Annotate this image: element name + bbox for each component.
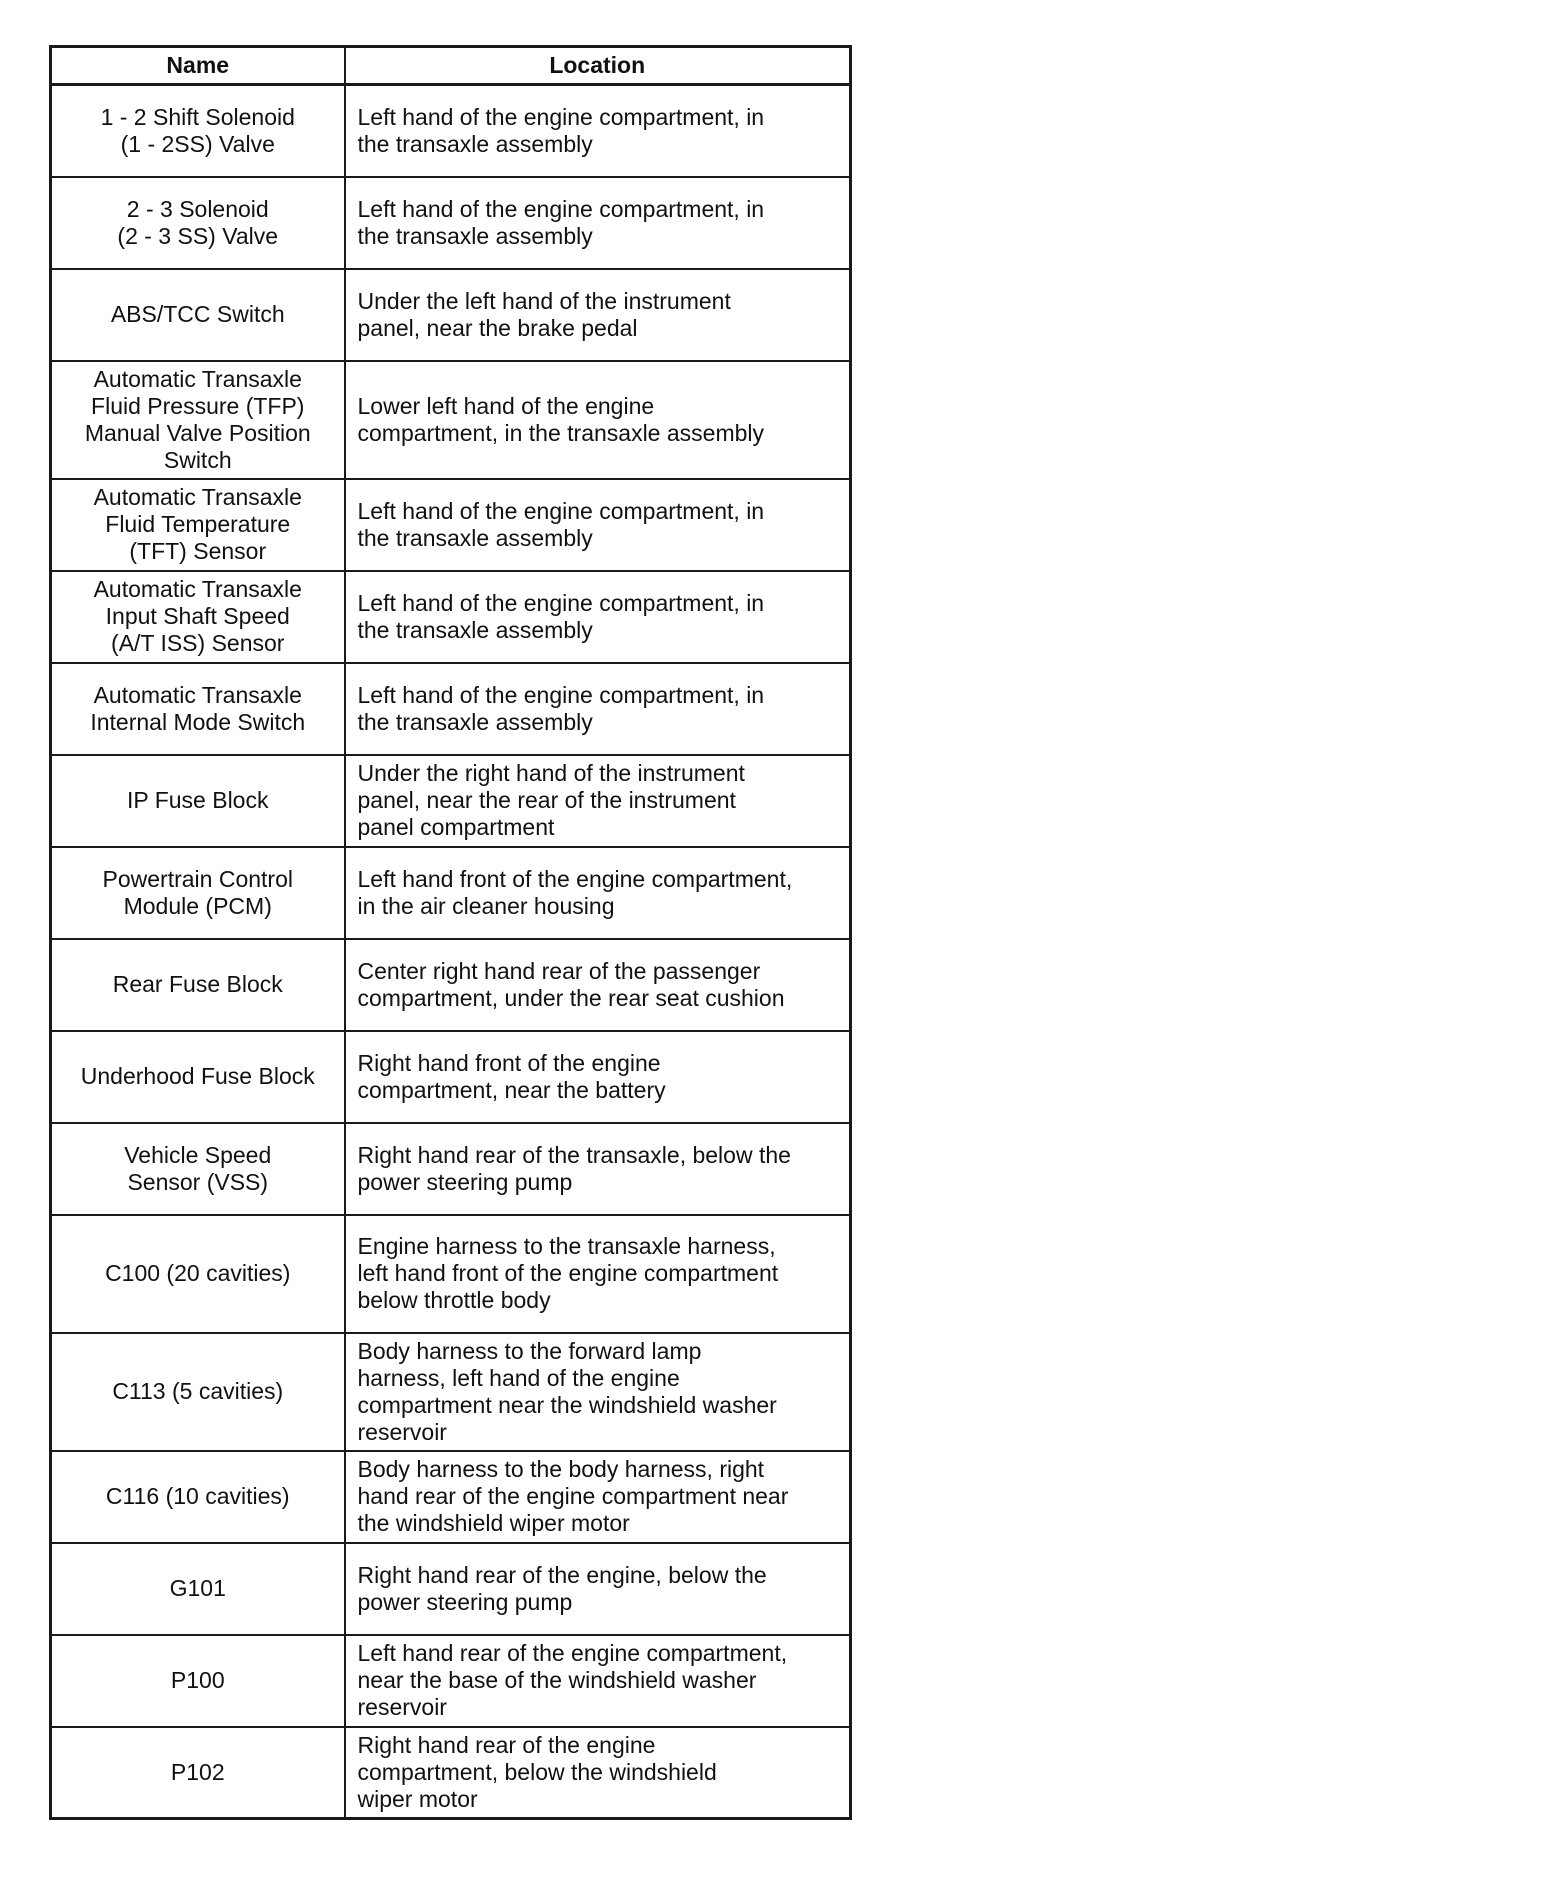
cell-location xyxy=(345,269,851,361)
component-location-table xyxy=(49,45,852,1820)
cell-location xyxy=(345,755,851,847)
table-row xyxy=(51,939,851,1031)
cell-name xyxy=(51,177,345,269)
name-text: ABS/TCC Switch xyxy=(110,301,285,327)
table-row xyxy=(51,1031,851,1123)
cell-name xyxy=(51,1333,345,1451)
cell-location xyxy=(345,1543,851,1635)
location-text: Lower left hand of the engine compartment, in the transaxle assembly xyxy=(357,392,765,446)
location-text: Right hand rear of the engine compartment, below the windshield wiper motor xyxy=(357,1731,717,1812)
location-text: Left hand rear of the engine compartment, near the base of the windshield washer reservoir xyxy=(357,1640,788,1720)
location-text: Right hand rear of the transaxle, below the power steering pump xyxy=(357,1141,791,1195)
name-text: P102 xyxy=(170,1758,225,1785)
location-text: Right hand front of the engine compartment, near the battery xyxy=(357,1049,666,1103)
name-text: Automatic Transaxle Fluid Pressure (TFP) Manual Valve Position Switch xyxy=(84,365,311,473)
cell-name xyxy=(51,1031,345,1123)
name-text: G101 xyxy=(169,1575,226,1601)
cell-location xyxy=(345,177,851,269)
table-row xyxy=(51,1333,851,1451)
cell-name xyxy=(51,663,345,755)
table-row xyxy=(51,1123,851,1215)
table-row xyxy=(51,361,851,479)
cell-location xyxy=(345,1451,851,1543)
cell-location xyxy=(345,1123,851,1215)
cell-name xyxy=(51,1635,345,1727)
table-row xyxy=(51,663,851,755)
location-text: Left hand front of the engine compartment, in the air cleaner housing xyxy=(357,865,793,919)
location-text: Left hand of the engine compartment, in the transaxle assembly xyxy=(357,195,765,249)
name-text: Underhood Fuse Block xyxy=(80,1063,315,1089)
header-location: Location xyxy=(345,47,851,85)
cell-name xyxy=(51,1727,345,1819)
name-text: 2 - 3 Solenoid (2 - 3 SS) Valve xyxy=(117,195,279,249)
cell-name xyxy=(51,1451,345,1543)
name-text: Automatic Transaxle Input Shaft Speed (A/T ISS) Sensor xyxy=(93,576,302,656)
table-row xyxy=(51,479,851,571)
table-header xyxy=(51,47,851,85)
header-row xyxy=(51,47,851,85)
location-text: Left hand of the engine compartment, in the transaxle assembly xyxy=(357,497,765,551)
cell-location xyxy=(345,85,851,177)
cell-name xyxy=(51,755,345,847)
location-text: Body harness to the forward lamp harness, left hand of the engine compartment near the windshield washer reservoir xyxy=(357,1337,777,1445)
cell-name xyxy=(51,847,345,939)
name-text: Automatic Transaxle Internal Mode Switch xyxy=(90,681,306,735)
cell-location xyxy=(345,1031,851,1123)
location-text: Left hand of the engine compartment, in the transaxle assembly xyxy=(357,103,765,157)
cell-location xyxy=(345,479,851,571)
table-row xyxy=(51,755,851,847)
table-row xyxy=(51,85,851,177)
location-text: Body harness to the body harness, right hand rear of the engine compartment near the windshield wiper motor xyxy=(357,1456,789,1536)
location-text: Center right hand rear of the passenger compartment, under the rear seat cushion xyxy=(357,957,785,1011)
cell-location xyxy=(345,847,851,939)
location-text: Left hand of the engine compartment, in the transaxle assembly xyxy=(357,589,765,643)
name-text: Automatic Transaxle Fluid Temperature (TFT) Sensor xyxy=(93,484,302,564)
cell-location xyxy=(345,1333,851,1451)
name-text: Vehicle Speed Sensor (VSS) xyxy=(124,1141,272,1195)
table-row xyxy=(51,1727,851,1819)
cell-location xyxy=(345,939,851,1031)
location-text: Right hand rear of the engine, below the power steering pump xyxy=(357,1561,767,1615)
cell-location xyxy=(345,1727,851,1819)
cell-name xyxy=(51,939,345,1031)
name-text: C113 (5 cavities) xyxy=(112,1378,284,1404)
table-row xyxy=(51,1451,851,1543)
cell-location xyxy=(345,663,851,755)
table-row xyxy=(51,847,851,939)
cell-name xyxy=(51,1123,345,1215)
location-text: Under the left hand of the instrument panel, near the brake pedal xyxy=(357,287,731,341)
table-row xyxy=(51,1215,851,1333)
table-row xyxy=(51,177,851,269)
table-row xyxy=(51,1543,851,1635)
name-text: C100 (20 cavities) xyxy=(105,1260,291,1286)
name-text: Powertrain Control Module (PCM) xyxy=(102,865,293,919)
name-text: Rear Fuse Block xyxy=(112,971,283,997)
table-row xyxy=(51,269,851,361)
location-text: Left hand of the engine compartment, in the transaxle assembly xyxy=(357,681,765,735)
cell-name xyxy=(51,269,345,361)
name-text: P100 xyxy=(170,1667,225,1693)
cell-name xyxy=(51,1543,345,1635)
location-text: Under the right hand of the instrument panel, near the rear of the instrument panel compartment xyxy=(357,760,745,840)
cell-name xyxy=(51,1215,345,1333)
cell-name xyxy=(51,479,345,571)
cell-location xyxy=(345,571,851,663)
cell-location xyxy=(345,1635,851,1727)
location-text: Engine harness to the transaxle harness, left hand front of the engine compartment below throttle body xyxy=(357,1233,779,1313)
table-row xyxy=(51,1635,851,1727)
cell-name xyxy=(51,571,345,663)
name-text: C116 (10 cavities) xyxy=(105,1483,290,1509)
table-row xyxy=(51,571,851,663)
cell-name xyxy=(51,361,345,479)
name-text: IP Fuse Block xyxy=(127,787,269,813)
table-body xyxy=(51,85,851,1819)
name-text: 1 - 2 Shift Solenoid (1 - 2SS) Valve xyxy=(100,103,295,157)
header-name: Name xyxy=(51,47,345,85)
cell-location xyxy=(345,1215,851,1333)
cell-location xyxy=(345,361,851,479)
cell-name xyxy=(51,85,345,177)
